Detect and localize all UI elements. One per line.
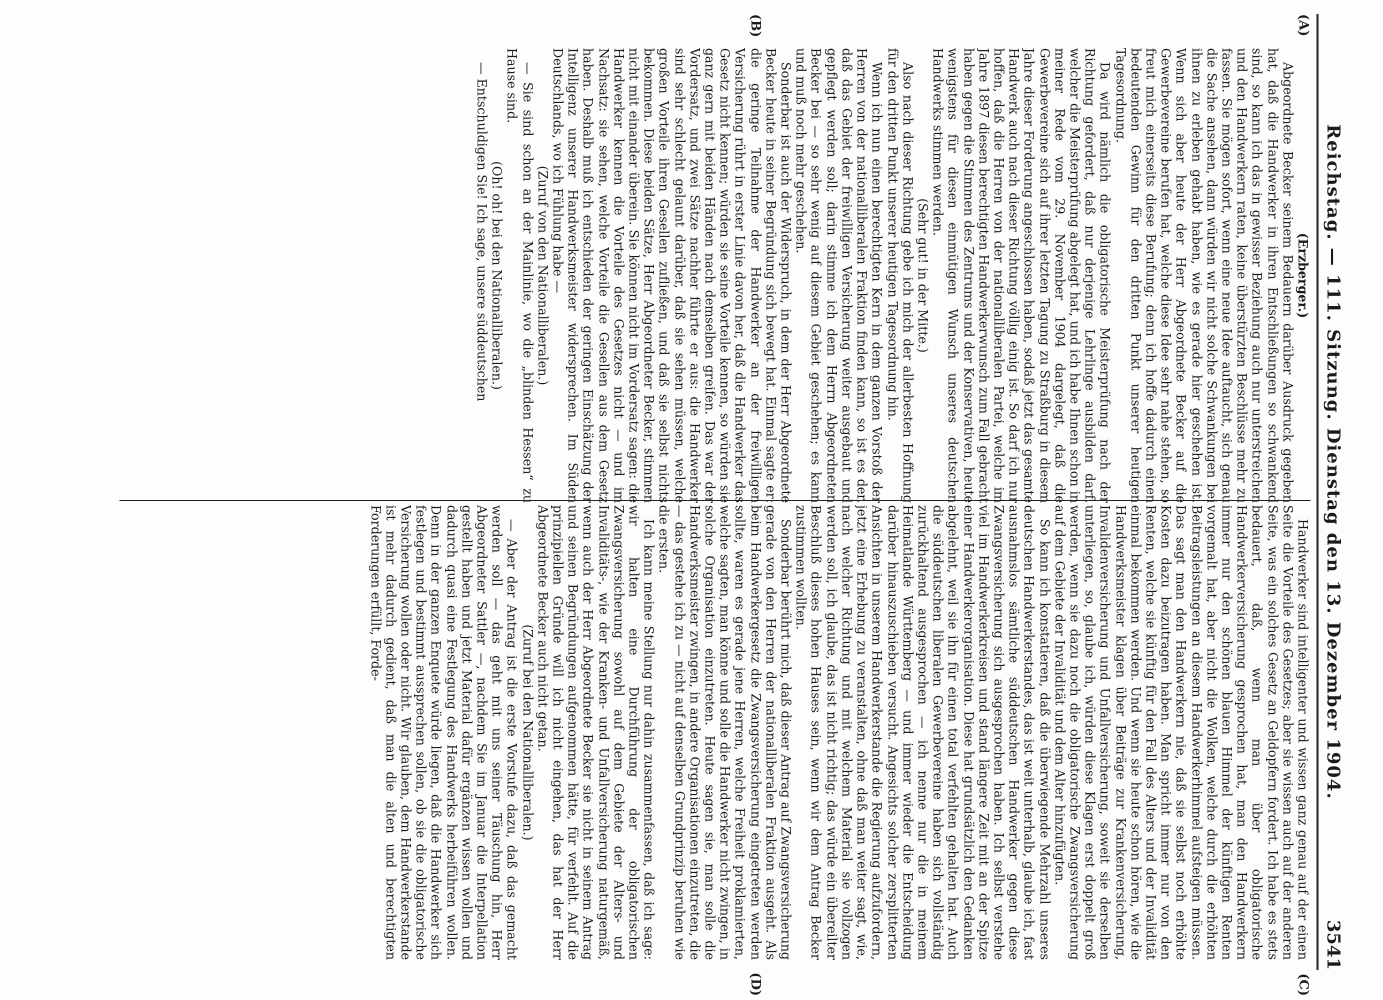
column-divider bbox=[120, 500, 1311, 501]
left-column bbox=[40, 48, 1311, 503]
margin-mark-c: (C) bbox=[1295, 973, 1311, 996]
interjection: (Sehr gut! in der Mitte.) bbox=[915, 198, 931, 353]
margin-mark-a: (A) bbox=[1295, 14, 1311, 37]
paragraph: — Sie sind schon an der Mainlinie, wo die „blinden Hessen“ zu Hause sind. bbox=[504, 48, 536, 503]
paragraph: — Aber der Antrag ist die erste Vorstufe dazu, daß das gemacht werden soll — das geht mit uns seiner Täuschung hin, Herr Abgeordneter Sattler —, nachdem Sie im Januar die Interpellation gestellt haben und jetzt Material dafür ergänzen wissen wollen und dadurch quasi eine Festlegung des Handwerks herbeiführen wollen. Denn in der ganzen Enquete würde liegen, daß die Handwerker sich festlegen und bestimmt aussprechen sollen, ob sie die obligatorische Versicherung wollen oder nicht. Wir glauben, dem Handwerkerstande ist mehr dadurch gedient, daß man die alten und berechtigten Forderungen erfüllt, Forde- bbox=[368, 505, 520, 960]
paragraph: Also nach dieser Richtung gebe ich mich der allerbesten Hoffnung für den dritten Punkt unserer heutigen Tagesordnung hin. bbox=[885, 48, 916, 503]
right-column bbox=[40, 505, 1311, 960]
paragraph: Abgeordnete Becker seinem Bedauern darüber Ausdruck gegeben hat, daß die Handwerker in ihren Entschließungen so schwankend sind, so kann ich das in gewisser Beziehung auch nur unterstreichen und den Handwerkern raten, keine überstürzten Beschlüsse mehr zu fassen. Sie mögen sofort, wenn eine neue Idee auftaucht, sich genau die Sache ansehen, dann würden wir nicht solche Schwankungen bei ihnen zu erleben gehabt haben, wie es gerade hier geschehen ist. Wenn sich aber heute der Herr Abgeordnete Becker auf die Gewerbevereine berufen hat, welche diese Idee sehr nahe stehen, so freut mich einerseits diese Berufung; denn ich hoffe dadurch einen bedeutenden Gewinn für den dritten Punkt unserer heutigen Tagesordnung. bbox=[1113, 48, 1296, 503]
paragraph: Sonderbar ist auch der Widerspruch, in dem der Herr Abgeordnete Becker heute in seiner Begründung sich bewegt hat. Einmal sagte er: die geringe Teilnahme der Handwerker an der freiwilligen Versicherung rührt in erster Linie davon her, daß die Handwerker das Gesetz nicht kennen; würden sie seine Vorteile kennen, so würden sie ganz gern mit beiden Händen nach demselben greifen. Das war der Vordersatz, und zwei Sätze nachher führte er aus: die Handwerker sind sehr schlecht gelaunt darüber, daß sie sehen müssen, welche großen Vorteile ihren Gesellen zufließen, und daß sie selbst nichts bekommen. Diese beiden Sätze, Herr Abgeordneter Becker, stimmen nicht mit einander überein. Sie können nicht im Vordersatz sagen: die Handwerker kennen die Vorteile des Gesetzes nicht — und im Nachsatz: sie sehen, welche Vorteile die Gesellen aus dem Gesetz haben. Deshalb muß ich entschieden der geringen Einschätzung der Intelligenz unserer Handwerksmeister widersprechen. Im Süden Deutschlands, wo ich Fühlung habe — bbox=[550, 48, 794, 503]
paragraph: Da wird nämlich die obligatorische Meisterprüfung nach der Richtung gefordert, daß nur derjenige Lehrlinge ausbilden darf, welcher die Meisterprüfung abgelegt hat, und ich habe Ihnen schon in meiner Rede vom 29. November 1904 dargelegt, daß die Gewerbevereine sich auf ihrer letzten Tagung zu Straßburg in diesem Jahre dieser Forderung angeschlossen haben, sodaß jetzt das gesamte Handwerk auch nach dieser Richtung völlig einig ist. So darf ich nur hoffen, daß die Herren von der nationalliberalen Partei, welche im Jahre 1897 diesen berechtigten Handwerkerwunsch zum Fall gebracht haben gegen die Stimmen des Zentrums und der Konservativen, heute wenigstens für diesen einmütigen Wunsch unseres deutschen Handwerks stimmen werden. bbox=[930, 48, 1113, 503]
interjection: (Zuruf bei den Nationalliberalen.) bbox=[520, 624, 536, 841]
interjection: (Zuruf von den Nationalliberalen.) bbox=[535, 165, 551, 386]
margin-mark-d: (D) bbox=[747, 972, 763, 996]
margin-mark-b: (B) bbox=[747, 14, 763, 38]
paragraph: Handwerker sind intelligenter und wissen ganz genau auf der einen Seite die Vorteile des Gesetzes; aber sie wissen auch auf der anderen Seite, was ein solches Gesetz an Geldopfern fordert. Ich habe es stets bedauert, daß, wenn man über obligatorische Handwerkerversicherung gesprochen hat, man den Handwerkern immer nur den schönen blauen Himmel der künftigen Renten vorgemalt hat, aber nicht die Wolken, welche durch die erhöhten Beitragsleistungen an diesem Handwerkerhimmel aufsteigen müssen. Das sagt man den Handwerkern nie, daß sie selbst noch erhöhte Kosten dazu beizutragen haben. Man spricht immer nur von den Renten, welche sie künftig für den Fall des Alters und der Invalidität einmal bekommen werden. Und wenn sie heute schon hören, wie die Handwerksmeister klagen über Beiträge zur Krankenversicherung, Invalidenversicherung und Unfallversicherung, soweit sie derselben unterliegen, so, glaube ich, würden diese Klagen erst doppelt groß werden, wenn sie dazu noch die obligatorische Zwangsversicherung auf dem Gebiete der Invalidität und dem Alter hinzufügten. bbox=[1052, 505, 1311, 960]
speaker-name: (Erzberger.) bbox=[1295, 232, 1311, 319]
paragraph: Wenn ich nun einen berechtigten Kern in dem ganzen Vorstoß der Herren von der nationalliberalen Fraktion finden kann, so ist es der, daß das Gebiet der freiwilligen Versicherung weiter ausgebaut und gepflegt werden soll; darin stimme ich dem Herrn Abgeordneten Becker bei — so sehr wenig auf diesem Gebiet geschehen; es kann und muß noch mehr geschehen. bbox=[793, 48, 885, 503]
paragraph: So kann ich konstatieren, daß die überwiegende Mehrzahl unseres deutschen Handwerkerstandes, das ist weit unterhalb, glaube ich, fast ausnahmslos sämtliche süddeutschen Handwerker gegen diese Zwangsversicherung sich ausgesprochen haben. Ich selbst verstehe viel im Handwerkerkreisen und stand längere Zeit mit an der Spitze einer Handwerkerorganisation. Diese hat grundsätzlich den Gedanken abgelehnt, weil sie ihn für einen total verfehlten gehalten hat. Auch die süddeutschen liberalen Gewerbevereine haben sich vollständig zurückhaltend ausgesprochen — ich nenne nur die in meinem Heimatlande Württemberg — und immer wieder die Entscheidung darüber hinauszuschieben versucht. Angesichts solcher zersplitterten Ansichten in unserem Handwerkerstande die Regierung aufzufordern, jetzt eine Erhebung zu veranstalten, ohne daß man weiter sagt, wie, nach welcher Richtung und mit welchem Material sie vollzogen werden soll, ich glaube, das ist nicht richtig; das würde ein übereilter Beschluß dieses hohen Hauses sein, wenn wir dem Antrag Becker zustimmen wollten. bbox=[793, 505, 1053, 960]
paragraph: Sonderbar berührt mich, daß dieser Antrag auf Zwangsversicherung gerade von den Herren der nationalliberalen Fraktion ausgeht. Als beim Handwerkergesetz die Zwangsversicherung eingetreten werden sollte, waren es gerade jene Herren, welche Freiheit proklamierten, welche sagten, man könne und solle die Handwerker nicht zwingen, in solche Organisation einzutreten. Heute sagen sie, man solle die Handwerksmeister zwingen, in andere Organisationen einzutreten, die — das gestehe ich zu — nicht auf denselben Grundprinzip beruhen wie die ersten. bbox=[656, 505, 794, 960]
page-header bbox=[1317, 14, 1349, 970]
interjection: (Oh! oh! bei den Nationalliberalen.) bbox=[489, 161, 505, 390]
paragraph: Ich kann meine Stellung nur dahin zusammenfassen, daß ich sage: wir halten eine Durchführung der obligatorischen Zwangsversicherung sowohl auf dem Gebiete der Alters- und Invaliditäts-, wie der Kranken- und Unfallversicherung naturgemäß, wenn auch der Herr Abgeordnete Becker sie nicht in seinem Antrag und seinen Begründungen aufgenommen hätte, für verfehlt. Auf die prinzipiellen Gründe will ich nicht eingehen, das hat der Herr Abgeordnete Becker auch nicht getan. bbox=[535, 505, 657, 960]
page-title: Reichstag. — 111. Sitzung. Dienstag den 13. Dezember 1904. bbox=[1323, 124, 1344, 800]
paragraph: — Entschuldigen Sie! Ich sage, unsere süddeutschen bbox=[474, 62, 490, 402]
page-number: 3541 bbox=[1323, 919, 1344, 970]
